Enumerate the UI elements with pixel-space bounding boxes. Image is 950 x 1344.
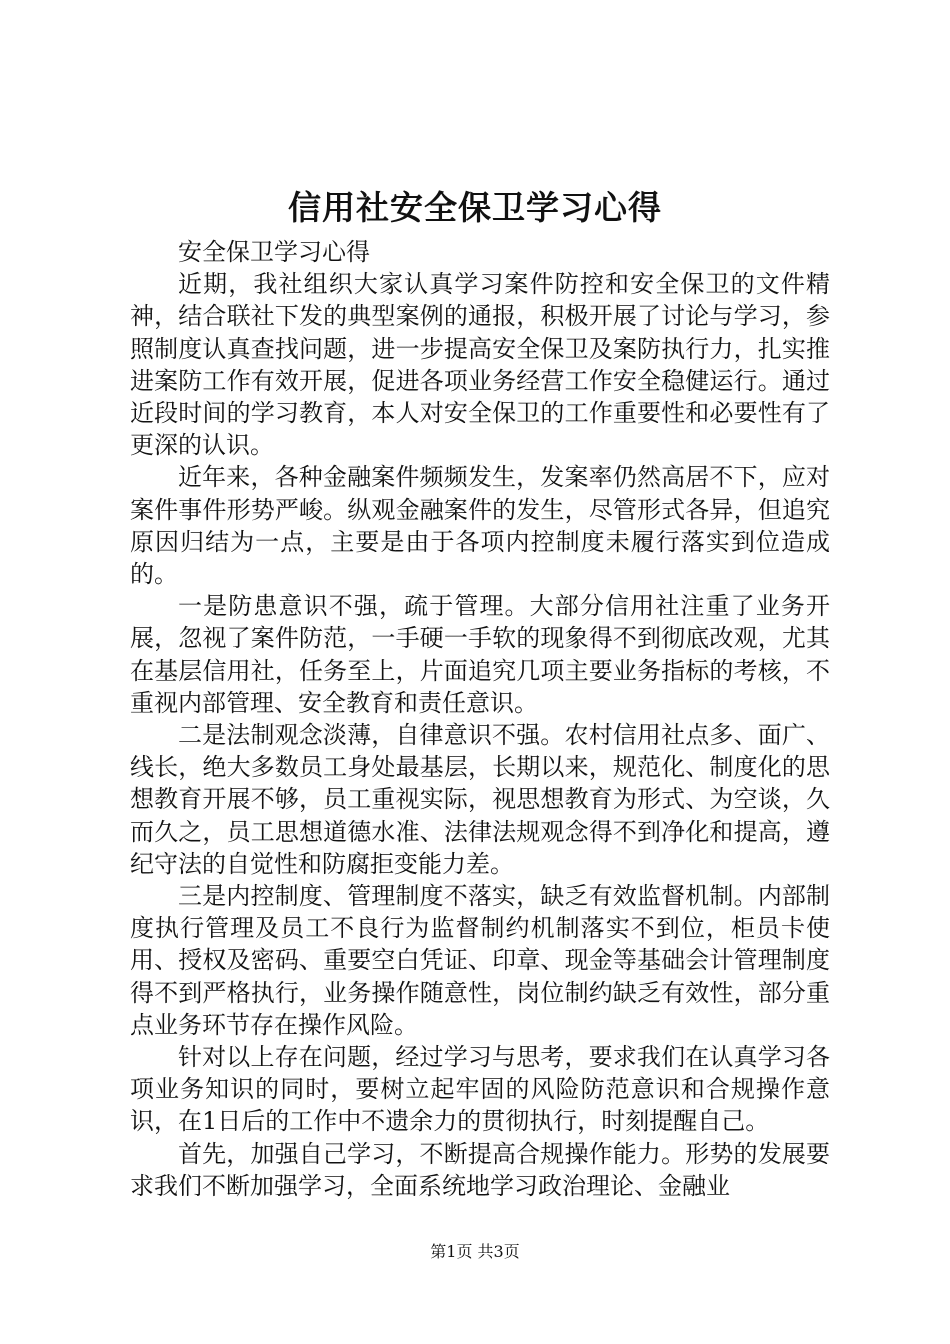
paragraph: 近年来，各种金融案件频频发生，发案率仍然高居不下，应对案件事件形势严峻。纵观金融案件的发生，尽管形式各异，但追究原因归结为一点，主要是由于各项内控制度未履行落实到位造成的。 bbox=[130, 463, 830, 589]
paragraph: 一是防患意识不强，疏于管理。大部分信用社注重了业务开展，忽视了案件防范，一手硬一手软的现象得不到彻底改观，尤其在基层信用社，任务至上，片面追究几项主要业务指标的考核，不重视内部管理、安全教育和责任意识。 bbox=[130, 592, 830, 717]
paragraph: 近期，我社组织大家认真学习案件防控和安全保卫的文件精神，结合联社下发的典型案例的通报，积极开展了讨论与学习，参照制度认真查找问题，进一步提高安全保卫及案防执行力，扎实推进案防工作有效开展，促进各项业务经营工作安全稳健运行。通过近段时间的学习教育，本人对安全保卫的工作重要性和必要性有了更深的认识。 bbox=[130, 270, 830, 460]
page-number-footer: 第1页 共3页 bbox=[430, 1242, 520, 1261]
paragraph: 二是法制观念淡薄，自律意识不强。农村信用社点多、面广、线长，绝大多数员工身处最基层，长期以来，规范化、制度化的思想教育开展不够，员工重视实际，视思想教育为形式、为空谈，久而久之，员工思想道德水准、法律法规观念得不到净化和提高，遵纪守法的自觉性和防腐拒变能力差。 bbox=[130, 721, 830, 878]
paragraph: 三是内控制度、管理制度不落实，缺乏有效监督机制。内部制度执行管理及员工不良行为监督制约机制落实不到位，柜员卡使用、授权及密码、重要空白凭证、印章、现金等基础会计管理制度得不到严格执行，业务操作随意性，岗位制约缺乏有效性，部分重点业务环节存在操作风险。 bbox=[130, 882, 830, 1039]
document-body bbox=[130, 236, 830, 1202]
document-title: 信用社安全保卫学习心得 bbox=[288, 188, 662, 227]
paragraph: 首先，加强自己学习，不断提高合规操作能力。形势的发展要求我们不断加强学习，全面系统地学习政治理论、金融业 bbox=[130, 1139, 830, 1200]
paragraph-subtitle: 安全保卫学习心得 bbox=[178, 238, 370, 266]
paragraph: 针对以上存在问题，经过学习与思考，要求我们在认真学习各项业务知识的同时，要树立起牢固的风险防范意识和合规操作意识，在1日后的工作中不遗余力的贯彻执行，时刻提醒自己。 bbox=[130, 1043, 830, 1136]
